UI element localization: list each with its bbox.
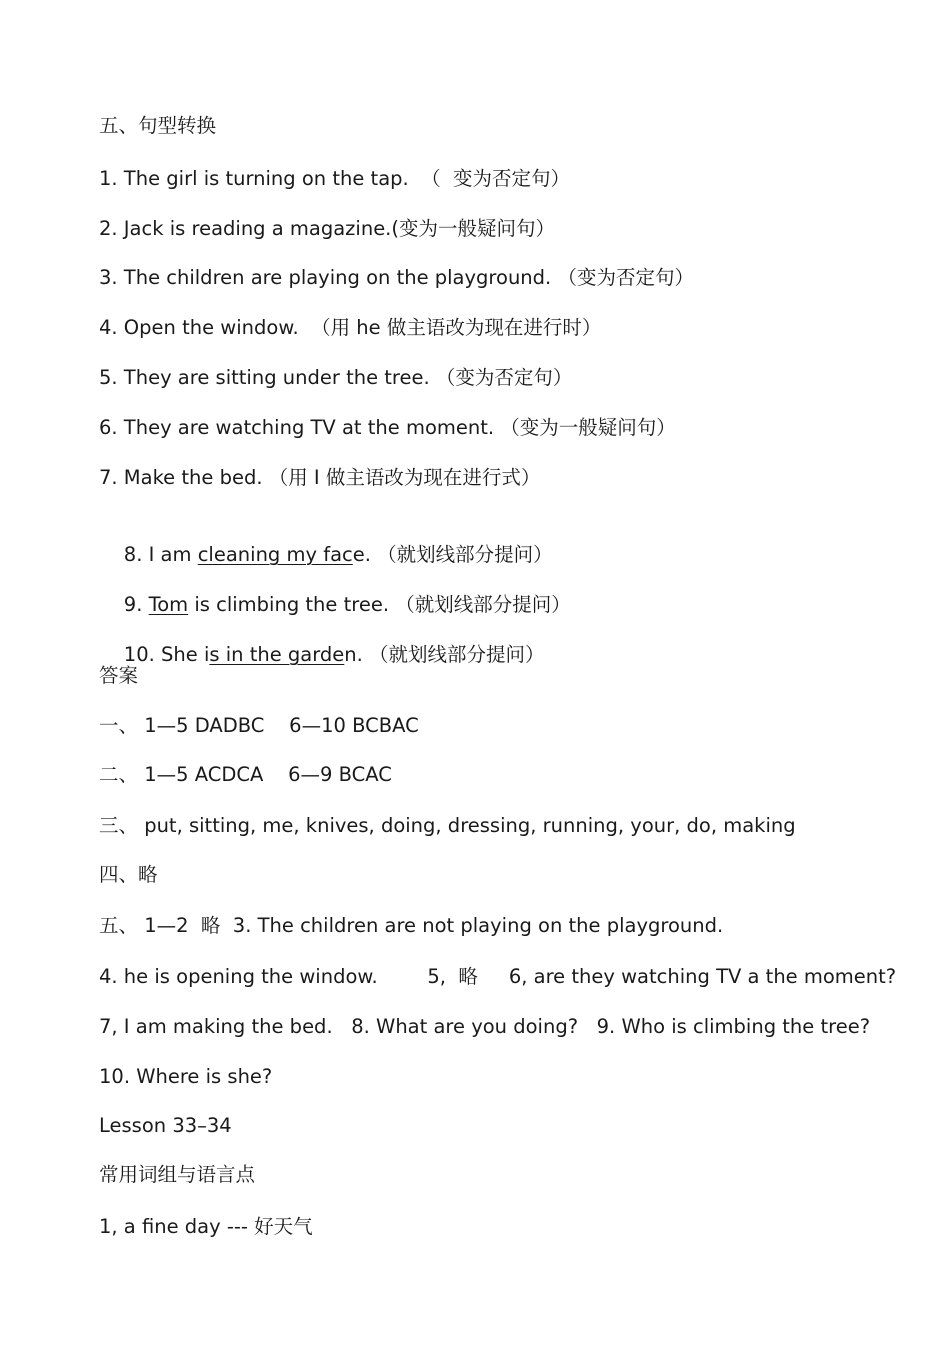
exercise-line-6: 6. They are watching TV at the moment. （变为一般疑问句）: [99, 416, 676, 439]
answer-line-2: 二、 1—5 ACDCA 6—9 BCAC: [99, 763, 392, 786]
phrase-line-1: 1, a fine day --- 好天气: [99, 1215, 313, 1238]
answer-line-3: 三、 put, sitting, me, knives, doing, dressing, running, your, do, making: [99, 814, 796, 837]
lesson-heading: Lesson 33–34: [99, 1114, 232, 1137]
line-text: 9.: [123, 593, 149, 616]
line-text: is climbing the tree. （就划线部分提问）: [188, 593, 571, 616]
exercise-line-3: 3. The children are playing on the playground. （变为否定句）: [99, 266, 694, 289]
answer-line-6: 4. he is opening the window. 5, 略 6, are they watching TV a the moment?: [99, 965, 897, 988]
section-title-sentence-transformation: 五、句型转换: [99, 114, 217, 137]
exercise-line-5: 5. They are sitting under the tree. （变为否定句）: [99, 366, 573, 389]
answer-line-1: 一、 1—5 DADBC 6—10 BCBAC: [99, 714, 419, 737]
answer-line-8: 10. Where is she?: [99, 1065, 273, 1088]
phrases-heading: 常用词组与语言点: [99, 1163, 256, 1186]
exercise-line-4: 4. Open the window. （用 he 做主语改为现在进行时）: [99, 316, 602, 339]
exercise-line-1: 1. The girl is turning on the tap. （ 变为否定句）: [99, 167, 571, 190]
answer-line-4: 四、略: [99, 863, 158, 886]
exercise-line-2: 2. Jack is reading a magazine.(变为一般疑问句）: [99, 217, 555, 240]
answer-line-5: 五、 1—2 略 3. The children are not playing on the playground.: [99, 914, 724, 937]
underlined-phrase: cleaning my fac: [197, 543, 353, 566]
line-text: 8. I am: [123, 543, 198, 566]
line-text: 10. She i: [123, 643, 210, 666]
underlined-phrase: s in the garde: [209, 643, 345, 666]
line-text: e. （就划线部分提问）: [352, 543, 553, 566]
line-text: n. （就划线部分提问）: [344, 643, 545, 666]
exercise-line-7: 7. Make the bed. （用 I 做主语改为现在进行式）: [99, 466, 541, 489]
answer-line-7: 7, I am making the bed. 8. What are you doing? 9. Who is climbing the tree?: [99, 1015, 871, 1038]
exercise-line-10: [99, 613, 545, 697]
underlined-phrase: Tom: [148, 593, 189, 616]
answers-heading: 答案: [99, 664, 139, 687]
